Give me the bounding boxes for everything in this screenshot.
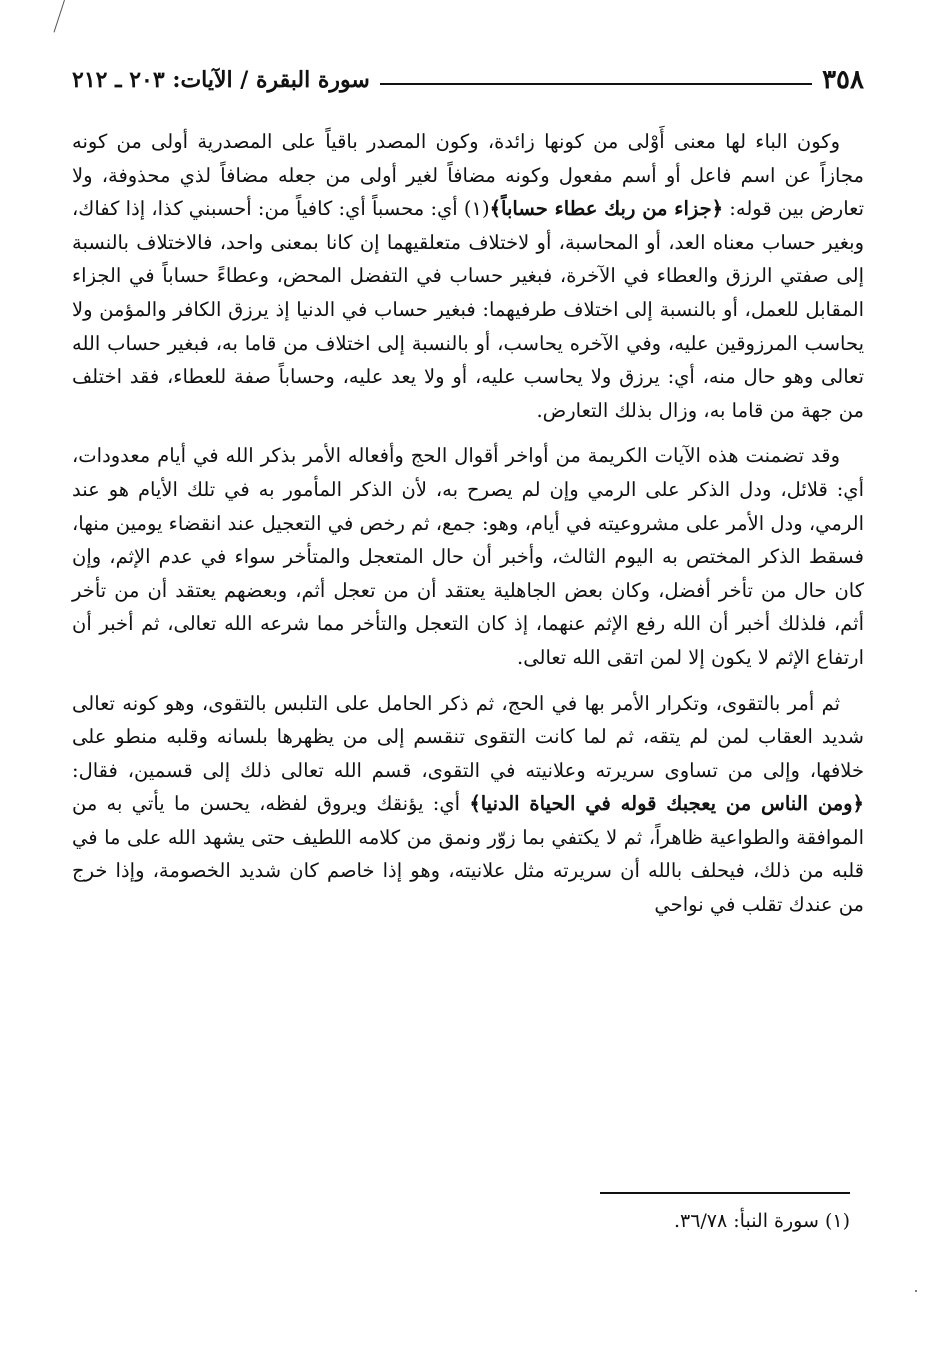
- quran-quote: ﴿ومن الناس من يعجبك قوله في الحياة الدنيا﴾: [469, 792, 864, 816]
- paragraph: [72, 125, 864, 427]
- text-run: وكون الباء لها معنى أَوْلى من كونها زائدة، وكون المصدر باقياً على المصدرية أولى من كونه مجازاً عن اسم فاعل أو أسم مفعول وكونه مضافاً لغير أولى من جعله مضافاً لذي محذوفة، ولا تعارض بين قوله:: [72, 130, 864, 221]
- footnote-rule: [600, 1192, 850, 1194]
- text-run: أي: يؤنقك ويروق لفظه، يحسن ما يأتي به من الموافقة والطواعية ظاهراً، ثم لا يكتفي بما زوّر ونمق من كلامه اللطيف حتى يشهد الله على ما في قلبه من ذلك، فيحلف بالله أن سريرته مثل علانيته، وهو إذا خاصم كان شديد الخصومة، وإذا خرج من عندك تقلب في نواحي: [72, 792, 864, 917]
- page-number: ٣٥٨: [822, 65, 864, 95]
- header-rule: [380, 83, 812, 85]
- quran-quote: ﴿جزاء من ربك عطاء حساباً﴾: [489, 197, 724, 221]
- scan-speck: [915, 1290, 917, 1292]
- paragraph: [72, 687, 864, 922]
- running-title: سورة البقرة / الآيات: ٢٠٣ ـ ٢١٢: [72, 67, 370, 93]
- main-text: [72, 125, 864, 934]
- page-header: [72, 60, 864, 100]
- paragraph: [72, 439, 864, 674]
- scan-stray-line: [54, 0, 65, 32]
- text-run: ثم أمر بالتقوى، وتكرار الأمر بها في الحج، ثم ذكر الحامل على التلبس بالتقوى، وهو كونه تعالى شديد العقاب لمن لم يتقه، ثم لما كانت التقوى تنقسم إلى من يظهرها بلسانه وقلبه منطو على خلافها، وإلى من تساوى سريرته وعلانيته في التقوى، قسم الله تعالى ذلك إلى قسمين، فقال:: [72, 691, 864, 782]
- text-run: (١) أي: محسباً أي: كافياً من: أحسبني كذا، إذا كفاك، وبغير حساب معناه العد، أو المحاسبة، أو لاختلاف متعلقيهما إن كانا بمعنى واحد، فالاختلاف بالنسبة إلى صفتي الرزق والعطاء في الآخرة، فبغير حساب في التفضل المحض، وعطاءً حساباً في الجزاء المقابل للعمل، أو بالنسبة إلى اختلاف طرفيهما: فبغير حساب في الدنيا إذ يرزق الكافر والمؤمن ولا يحاسب المرزوقين عليه، وفي الآخره يحاسب، أو بالنسبة إلى اختلاف من قاما به، فبغير حساب الله تعالى وهو حال منه، أي: يرزق ولا يحاسب عليه، أو ولا يعد عليه، وحساباً صفة للعطاء، فقد اختلف من جهة من قاما به، وزال بذلك التعارض.: [72, 197, 864, 422]
- footnote: (١) سورة النبأ: ٣٦/٧٨.: [673, 1210, 850, 1232]
- text-run: وقد تضمنت هذه الآيات الكريمة من أواخر أقوال الحج وأفعاله الأمر بذكر الله في أيام معدودات، أي: قلائل، ودل الذكر على الرمي وإن لم يصرح به، لأن الذكر المأمور به في تلك الأيام هو عند الرمي، ودل الأمر على مشروعيته في أيام، وهو: جمع، ثم رخص في التعجيل عند انقضاء يومين منها، فسقط الذكر المختص به اليوم الثالث، وأخبر أن حال المتعجل والمتأخر سواء في عدم الإثم، وإن كان حال من تأخر أفضل، وكان بعض الجاهلية يعتقد أن من تعجل أثم، وبعضهم يعتقد أن من تأخر أثم، فلذلك أخبر أن الله رفع الإثم عنهما، إذ كان التعجل والتأخر مما شرعه الله تعالى، ثم أخبر أن ارتفاع الإثم لا يكون إلا لمن اتقى الله تعالى.: [72, 444, 864, 669]
